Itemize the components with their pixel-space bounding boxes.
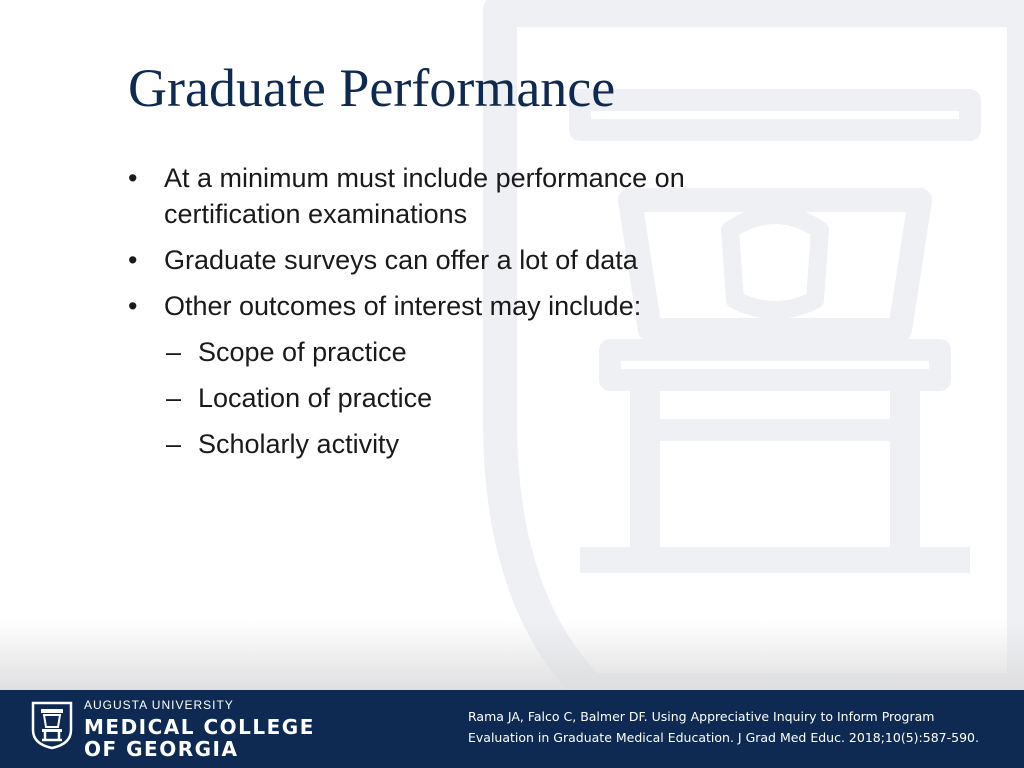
sub-bullet-text: Scope of practice — [198, 337, 407, 367]
citation-line: Evaluation in Graduate Medical Education. J Grad Med Educ. 2018;10(5):587-590. — [468, 730, 979, 745]
sub-bullet-item — [128, 426, 768, 462]
augusta-shield-icon — [30, 700, 74, 750]
college-logo-text — [84, 698, 315, 760]
bullet-item — [128, 160, 768, 232]
citation-line: Rama JA, Falco C, Balmer DF. Using Appreciative Inquiry to Inform Program — [468, 709, 935, 724]
footer-bar — [0, 690, 1024, 768]
bullet-mark: • — [128, 245, 138, 275]
college-name-line1: MEDICAL COLLEGE — [84, 715, 315, 739]
sub-bullet-text: Scholarly activity — [198, 429, 400, 459]
bullet-text: At a minimum must include performance on — [164, 163, 685, 193]
bullet-text-continued: certification examinations — [164, 199, 468, 229]
slide-title: Graduate Performance — [128, 58, 616, 118]
bullet-item — [128, 288, 768, 324]
bullet-text: Graduate surveys can offer a lot of data — [164, 245, 638, 275]
sub-bullet-item — [128, 334, 768, 370]
bullet-item — [128, 242, 768, 278]
sub-bullet-mark: – — [166, 383, 182, 413]
bullet-text: Other outcomes of interest may include: — [164, 291, 642, 321]
college-name-line2: OF GEORGIA — [84, 737, 239, 761]
citation — [468, 706, 1008, 748]
sub-bullet-text: Location of practice — [198, 383, 433, 413]
sub-bullet-mark: – — [166, 337, 182, 367]
bullet-mark: • — [128, 291, 138, 321]
content-list — [128, 160, 768, 472]
bullet-mark: • — [128, 163, 138, 193]
footer-fade — [0, 620, 1024, 690]
sub-bullet-mark: – — [166, 429, 182, 459]
sub-bullet-item — [128, 380, 768, 416]
university-name: AUGUSTA UNIVERSITY — [84, 698, 234, 712]
